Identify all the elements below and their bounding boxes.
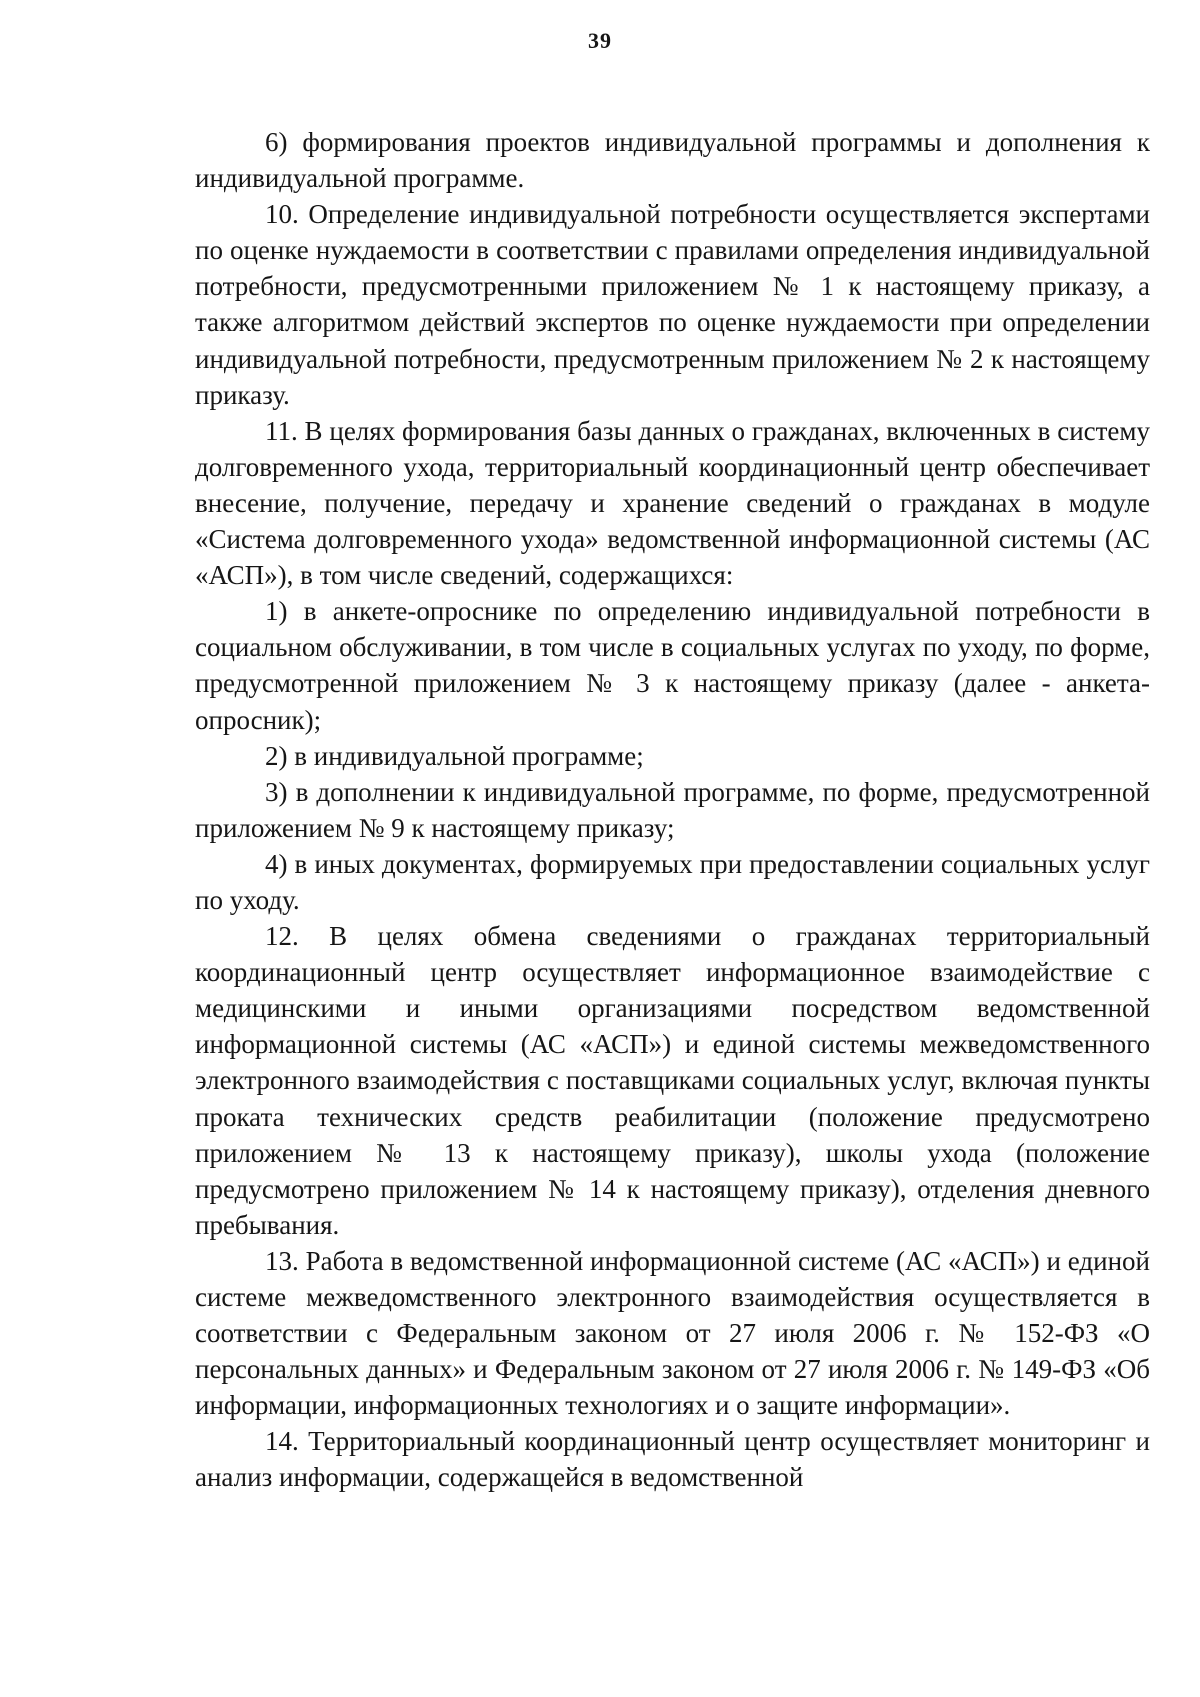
paragraph-10: 10. Определение индивидуальной потребности осуществляется экспертами по оценке нуждаемости в соответствии с правилами определения индивидуальной потребности, предусмотренными приложением № 1 к настоящему приказу, а также алгоритмом действий экспертов по оценке нуждаемости при определении индивидуальной потребности, предусмотренным приложением № 2 к настоящему приказу. <box>195 199 1150 410</box>
paragraph-item-6: 6) формирования проектов индивидуальной программы и дополнения к индивидуальной программе. <box>195 127 1150 194</box>
paragraph-12: 12. В целях обмена сведениями о гражданах территориальный координационный центр осуществляет информационное взаимодействие с медицинскими и иными организациями посредством ведомственной информационной системы (АС «АСП») и единой системы межведомственного электронного взаимодействия с поставщиками социальных услуг, включая пункты проката технических средств реабилитации (положение предусмотрено приложением № 13 к настоящему приказу), школы ухода (положение предусмотрено приложением № 14 к настоящему приказу), отделения дневного пребывания. <box>195 921 1150 1240</box>
paragraph-14: 14. Территориальный координационный центр осуществляет мониторинг и анализ информации, содержащейся в ведомственной <box>195 1426 1150 1493</box>
paragraph-11: 11. В целях формирования базы данных о гражданах, включенных в систему долговременного ухода, территориальный координационный центр обеспечивает внесение, получение, передачу и хранение сведений о гражданах в модуле «Система долговременного ухода» ведомственной информационной системы (АС «АСП»), в том числе сведений, содержащихся: <box>195 415 1150 591</box>
page-number: 39 <box>588 28 612 53</box>
document-body <box>195 124 1150 1496</box>
paragraph-11-item-1: 1) в анкете-опроснике по определению индивидуальной потребности в социальном обслуживании, в том числе в социальных услугах по уходу, по форме, предусмотренной приложением № 3 к настоящему приказу (далее - анкета-опросник); <box>195 596 1150 735</box>
paragraph-11-item-2: 2) в индивидуальной программе; <box>265 740 644 771</box>
paragraph-11-item-3: 3) в дополнении к индивидуальной программе, по форме, предусмотренной приложением № 9 к настоящему приказу; <box>195 776 1150 843</box>
paragraph-11-item-4: 4) в иных документах, формируемых при предоставлении социальных услуг по уходу. <box>195 848 1150 915</box>
paragraph-13: 13. Работа в ведомственной информационной системе (АС «АСП») и единой системе межведомственного электронного взаимодействия осуществляется в соответствии с Федеральным законом от 27 июля 2006 г. № 152-ФЗ «О персональных данных» и Федеральным законом от 27 июля 2006 г. № 149-ФЗ «Об информации, информационных технологиях и о защите информации». <box>195 1245 1150 1421</box>
